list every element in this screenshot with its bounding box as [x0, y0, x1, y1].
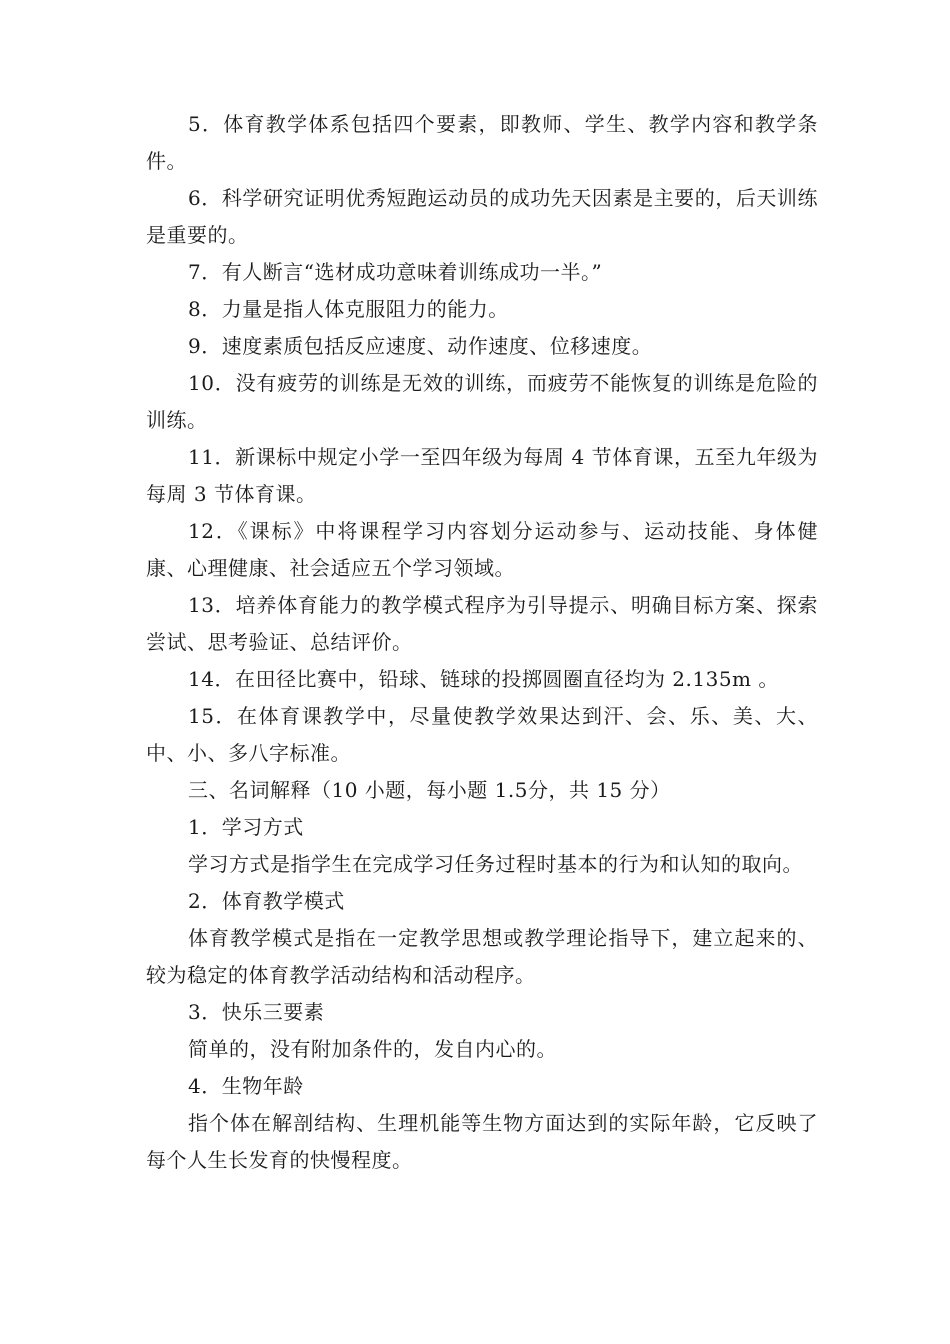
paragraph-item-8: 8．力量是指人体克服阻力的能力。 — [188, 297, 509, 321]
term-definition-1: 学习方式是指学生在完成学习任务过程时基本的行为和认知的取向。 — [188, 852, 803, 876]
term-definition-4: 指个体在解剖结构、生理机能等生物方面达到的实际年龄，它反映了每个人生长发育的快慢程度。 — [146, 1111, 818, 1172]
paragraph-item-12: 12．《课标》中将课程学习内容划分运动参与、运动技能、身体健康、心理健康、社会适应五个学习领域。 — [146, 519, 818, 580]
term-title-1: 1．学习方式 — [188, 815, 304, 839]
term-title-4: 4．生物年龄 — [188, 1074, 304, 1098]
paragraph-item-6: 6．科学研究证明优秀短跑运动员的成功先天因素是主要的，后天训练是重要的。 — [146, 186, 818, 247]
paragraph-item-13: 13．培养体育能力的教学模式程序为引导提示、明确目标方案、探索尝试、思考验证、总结评价。 — [146, 593, 818, 654]
term-definition-2: 体育教学模式是指在一定教学思想或教学理论指导下，建立起来的、较为稳定的体育教学活动结构和活动程序。 — [146, 926, 818, 987]
paragraph-item-5: 5．体育教学体系包括四个要素，即教师、学生、教学内容和教学条件。 — [146, 112, 818, 173]
paragraph-item-11: 11．新课标中规定小学一至四年级为每周 4 节体育课，五至九年级为每周 3 节体育课。 — [146, 445, 818, 506]
paragraph-item-14: 14．在田径比赛中，铅球、链球的投掷圆圈直径均为 2.135m 。 — [188, 667, 779, 691]
term-title-3: 3．快乐三要素 — [188, 1000, 325, 1024]
term-title-2: 2．体育教学模式 — [188, 889, 345, 913]
paragraph-item-9: 9．速度素质包括反应速度、动作速度、位移速度。 — [188, 334, 653, 358]
term-definition-3: 简单的，没有附加条件的，发自内心的。 — [188, 1037, 557, 1061]
document-body — [146, 106, 818, 1179]
paragraph-item-10: 10．没有疲劳的训练是无效的训练，而疲劳不能恢复的训练是危险的训练。 — [146, 371, 818, 432]
section-heading-terms: 三、名词解释（10 小题，每小题 1.5分，共 15 分） — [188, 778, 671, 802]
paragraph-item-7: 7．有人断言“选材成功意味着训练成功一半。” — [188, 260, 603, 284]
paragraph-item-15: 15．在体育课教学中，尽量使教学效果达到汗、会、乐、美、大、中、小、多八字标准。 — [146, 704, 818, 765]
